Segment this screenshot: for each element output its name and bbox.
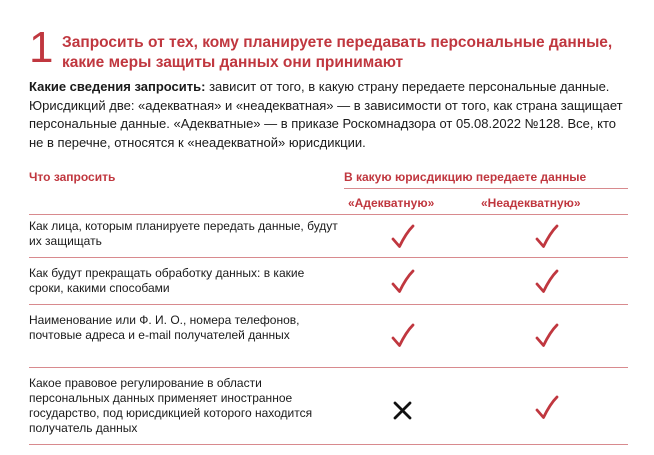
- column-header-jurisdiction: В какую юрисдикцию передаете данные: [344, 170, 587, 184]
- table-divider: [29, 444, 628, 445]
- table-row-text: Как лица, которым планируете передать данные, будут их защищать: [29, 219, 338, 248]
- check-icon: [388, 268, 418, 298]
- table-divider: [29, 304, 628, 305]
- column-header-inadequate: «Неадекватную»: [481, 196, 581, 210]
- table-row-text: Наименование или Ф. И. О., номера телефонов, почтовые адреса и e-mail получателей данных: [29, 313, 300, 342]
- table-row-text: Какое правовое регулирование в области персональных данных применяет иностранное государство, под юрисдикцией которого находится получатель данных: [29, 376, 313, 435]
- check-icon: [388, 322, 418, 352]
- table-divider: [29, 257, 628, 258]
- table-divider: [29, 367, 628, 368]
- table-row-text: Как будут прекращать обработку данных: в какие сроки, какими способами: [29, 266, 305, 295]
- intro-text: зависит от того, в какую страну передаете персональные данные. Юрисдикций две: «адекватная» и «неадекватная» — в зависимости от того, как страна защищает персональные данные. «Адекватные» — в приказе Роскомнадзора от 05.08.2022 №128. Все, кто не в перечне, относятся к «неадекватной» юрисдикции.: [29, 79, 623, 150]
- cross-icon: [388, 396, 418, 426]
- check-icon: [532, 394, 562, 424]
- column-header-what: Что запросить: [29, 170, 116, 184]
- table-divider: [29, 214, 628, 215]
- check-icon: [532, 322, 562, 352]
- step-number: 1: [29, 23, 54, 72]
- check-icon: [532, 268, 562, 298]
- intro-paragraph: [29, 78, 629, 152]
- check-icon: [532, 223, 562, 253]
- intro-lead: Какие сведения запросить:: [29, 79, 206, 94]
- check-icon: [388, 223, 418, 253]
- column-header-adequate: «Адекватную»: [348, 196, 435, 210]
- header-divider: [344, 188, 628, 189]
- page-title: Запросить от тех, кому планируете передавать персональные данные, какие меры защиты данных они принимают: [62, 34, 613, 71]
